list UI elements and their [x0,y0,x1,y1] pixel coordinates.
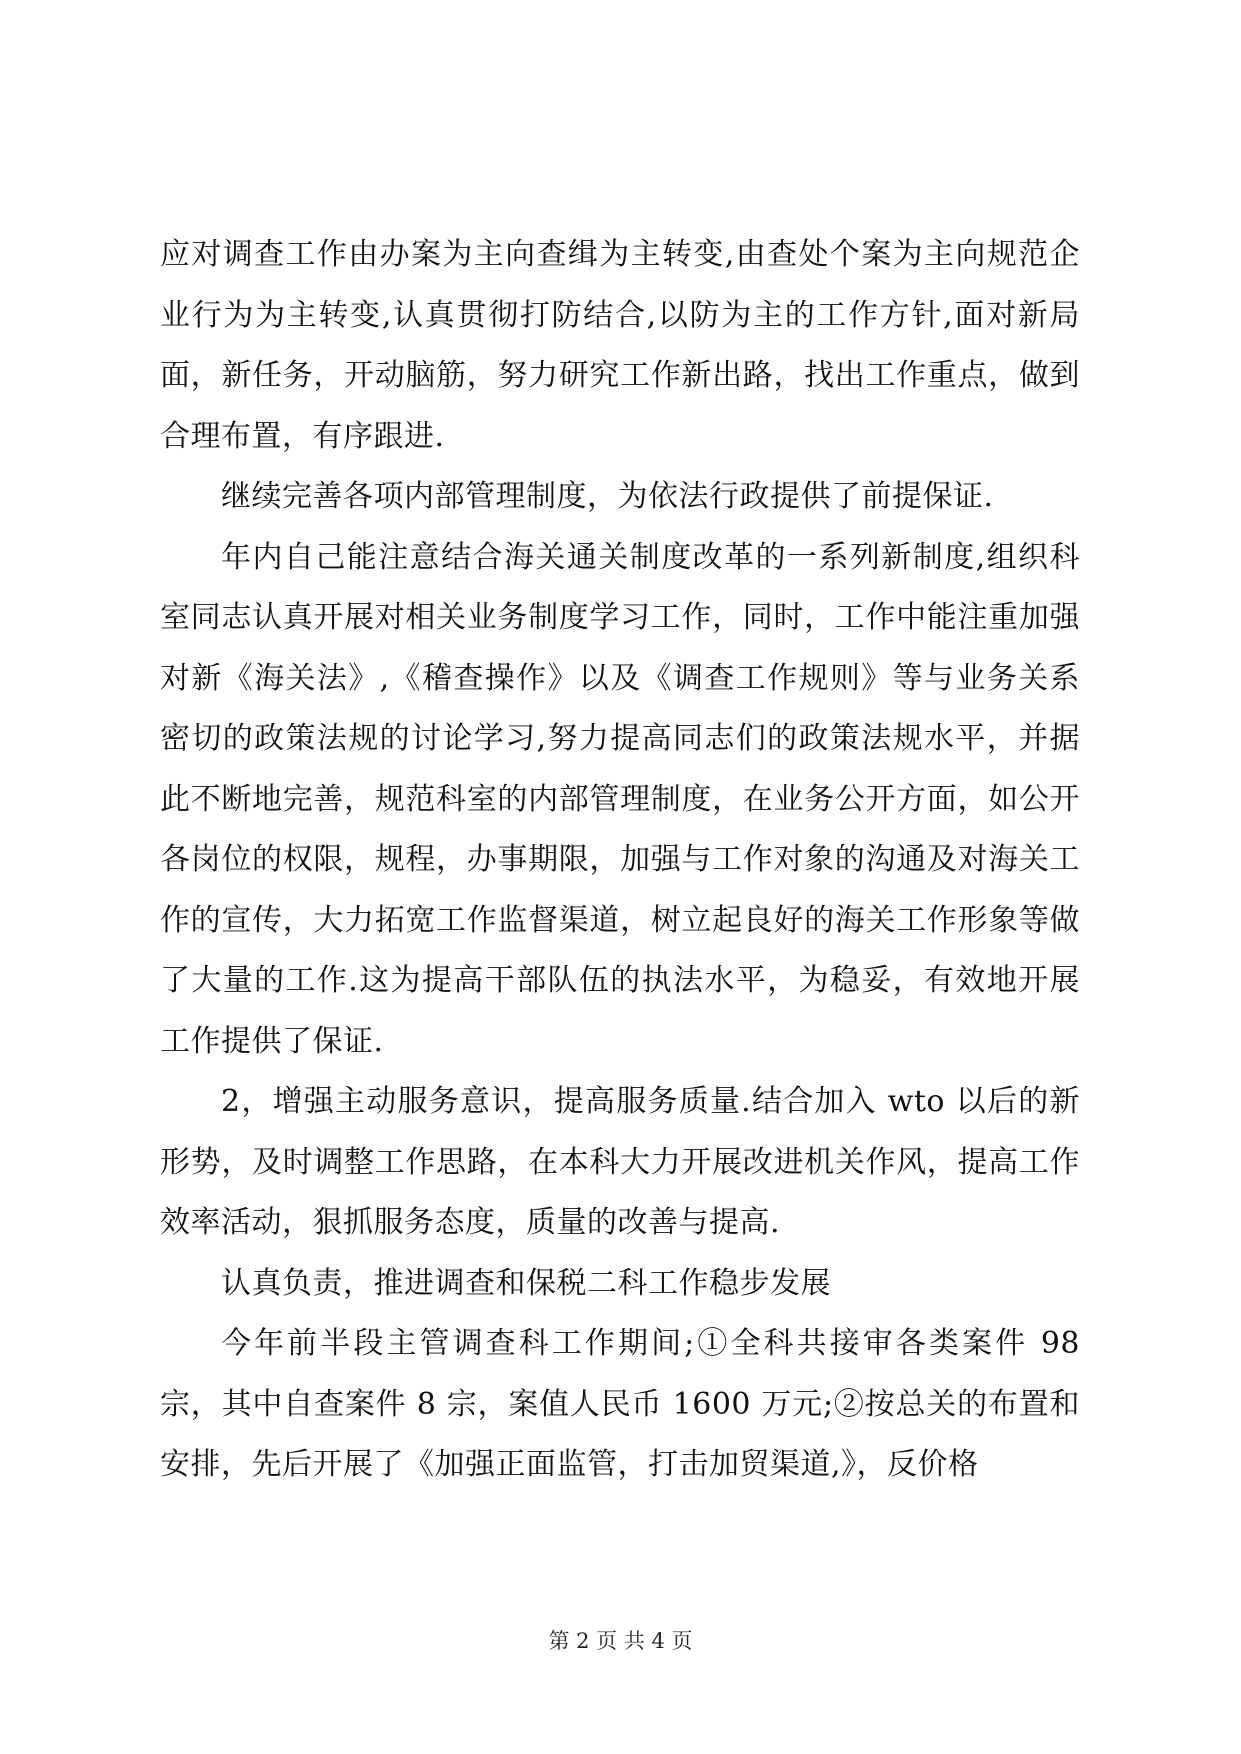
paragraph-continuation: 应对调查工作由办案为主向查缉为主转变,由查处个案为主向规范企业行为为主转变,认真贯彻打防结合,以防为主的工作方针,面对新局面，新任务，开动脑筋，努力研究工作新出路，找出工作重点，做到合理布置，有序跟进. [160,237,1080,454]
document-body [160,225,1080,1496]
paragraph-management-system: 继续完善各项内部管理制度，为依法行政提供了前提保证. [221,479,994,514]
paragraph-service-awareness: 2，增强主动服务意识，提高服务质量.结合加入 wto 以后的新形势，及时调整工作思路，在本科大力开展改进机关作风，提高工作效率活动，狠抓服务态度，质量的改善与提高. [160,1084,1080,1240]
paragraph-section-heading: 认真负责，推进调查和保税二科工作稳步发展 [221,1265,831,1301]
paragraph-case-statistics: 今年前半段主管调查科工作期间;①全科共接审各类案件 98 宗，其中自查案件 8 宗，案值人民币 1600 万元;②按总关的布置和安排，先后开展了《加强正面监管，打击加贸渠道,》，反价格 [160,1326,1080,1482]
page-footer: 第 2 页 共 4 页 [548,1629,693,1653]
paragraph-regulation-study: 年内自己能注意结合海关通关制度改革的一系列新制度,组织科室同志认真开展对相关业务制度学习工作，同时，工作中能注重加强对新《海关法》,《稽查操作》以及《调查工作规则》等与业务关系密切的政策法规的讨论学习,努力提高同志们的政策法规水平，并据此不断地完善，规范科室的内部管理制度，在业务公开方面，如公开各岗位的权限，规程，办事期限，加强与工作对象的沟通及对海关工作的宣传，大力拓宽工作监督渠道，树立起良好的海关工作形象等做了大量的工作.这为提高干部队伍的执法水平，为稳妥，有效地开展工作提供了保证. [160,539,1080,1059]
